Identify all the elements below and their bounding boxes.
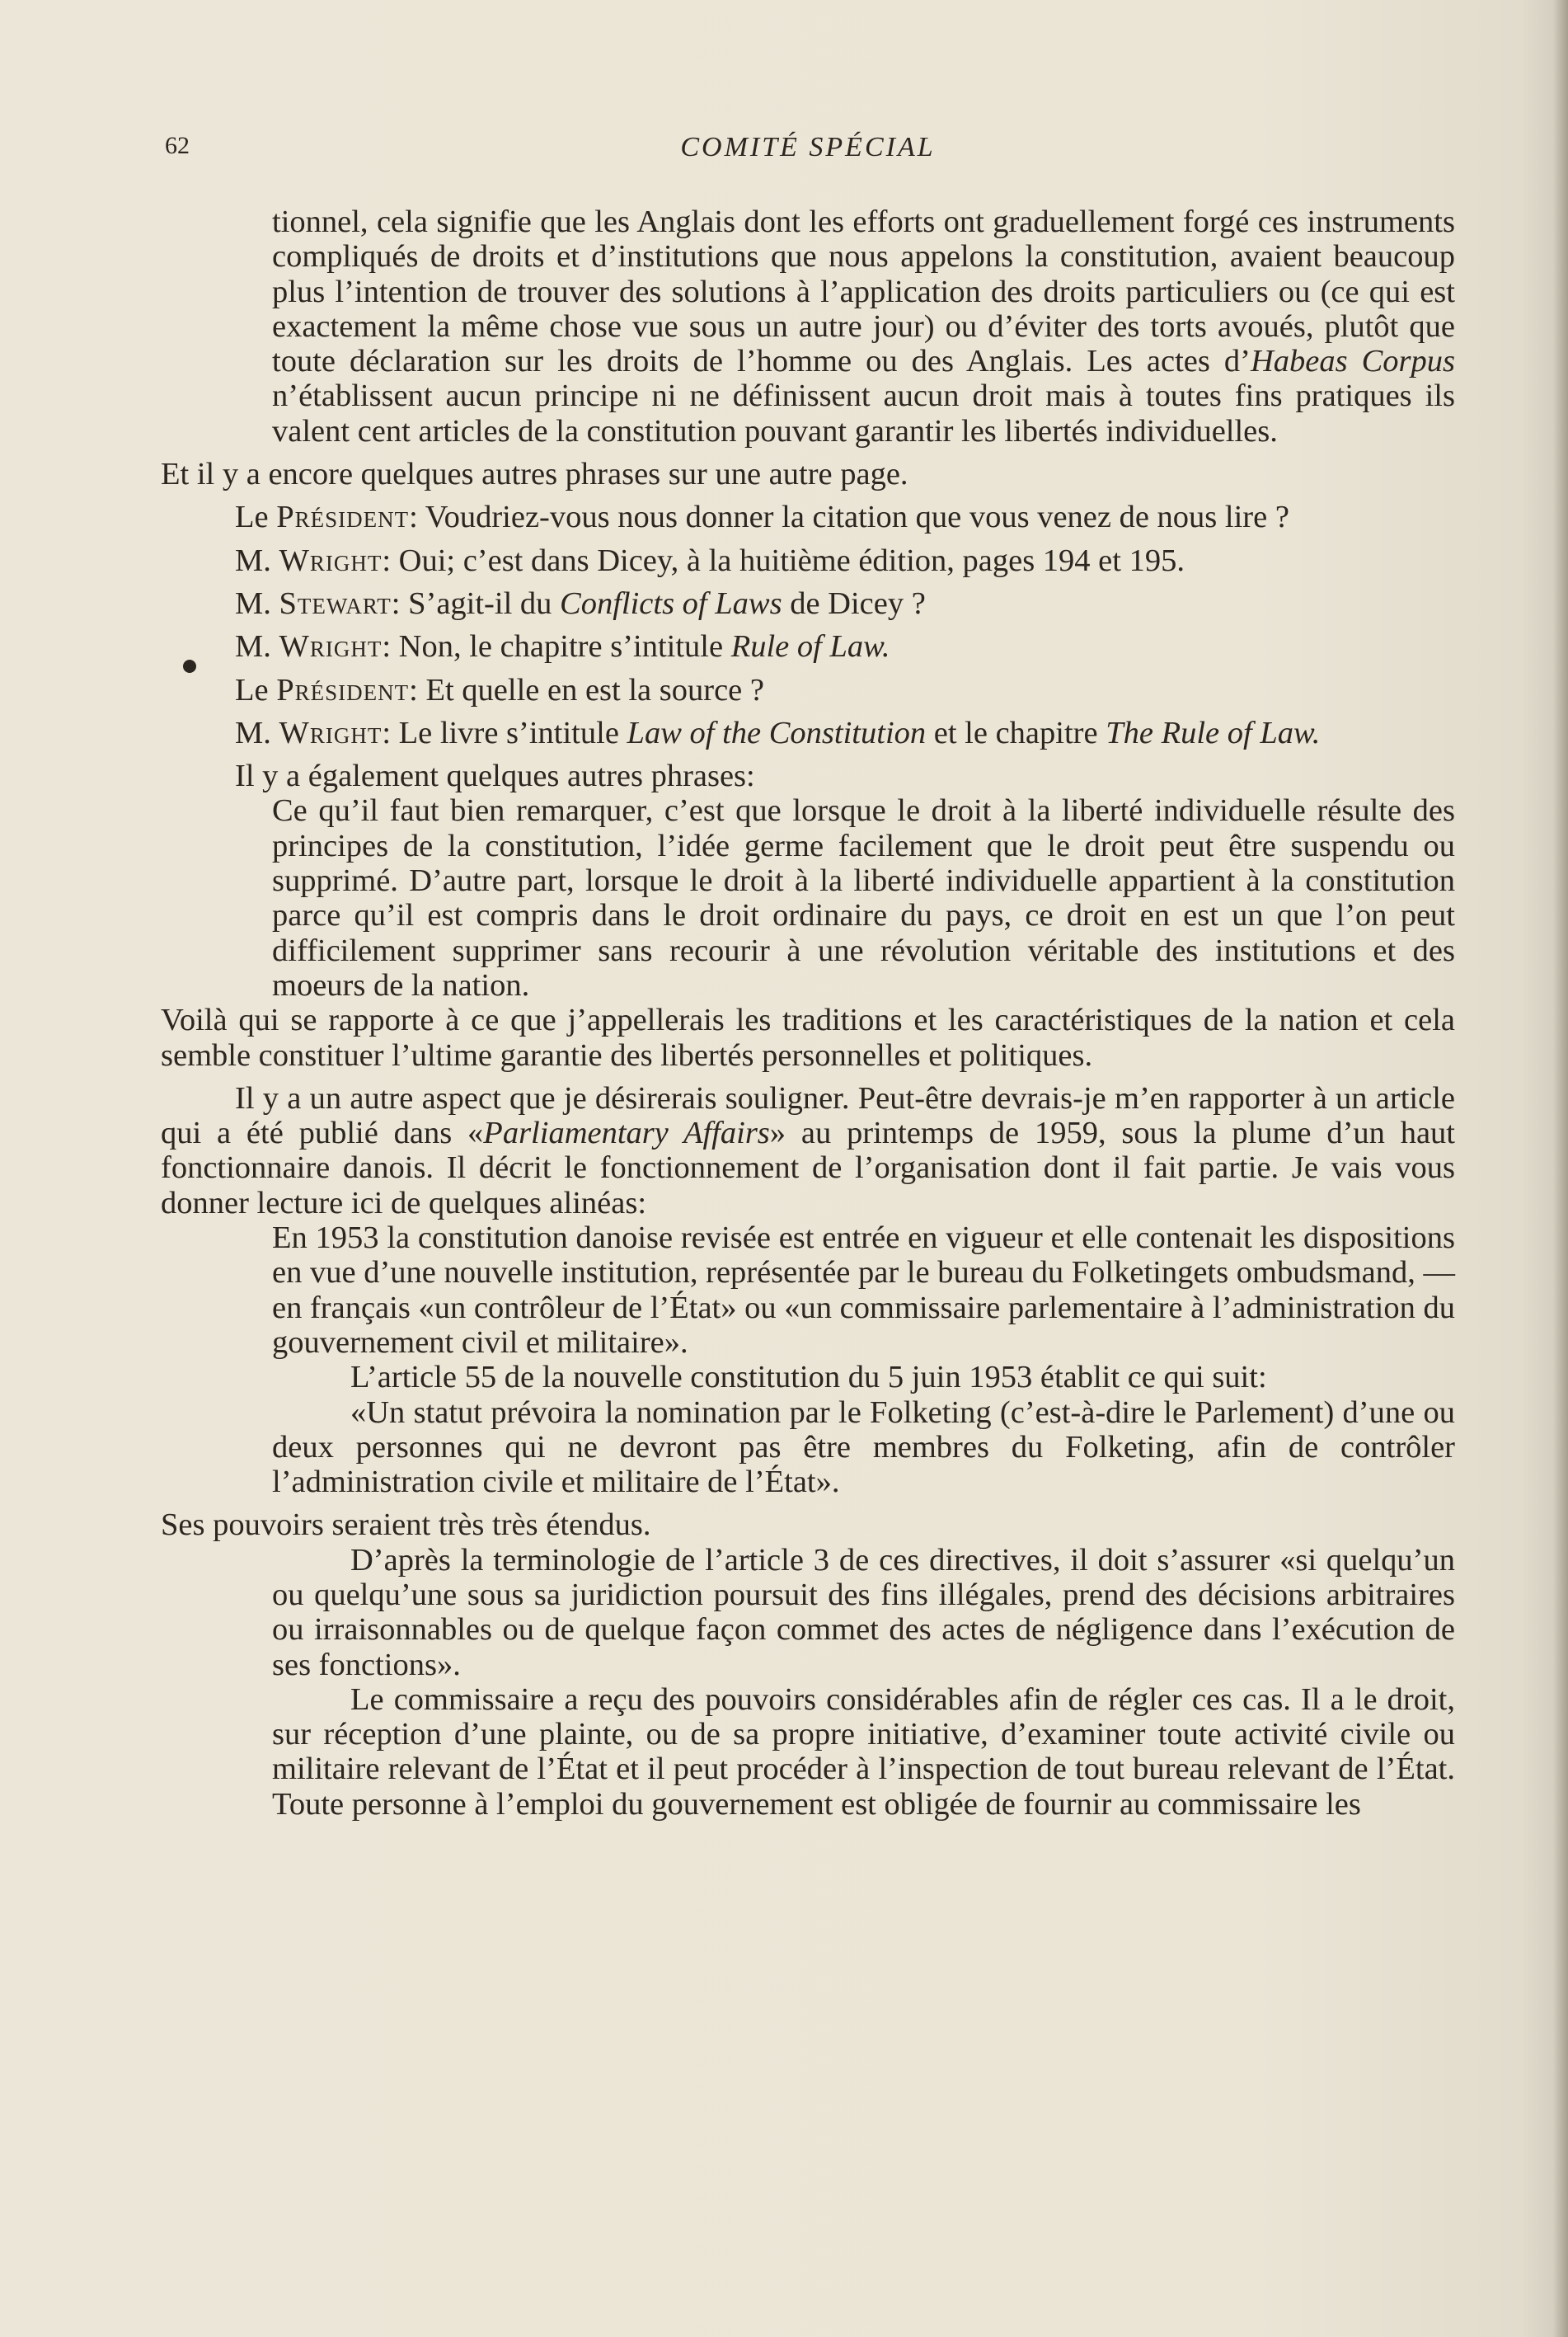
paragraph-powers: Ses pouvoirs seraient très très étendus. bbox=[161, 1507, 651, 1543]
quote-dicey-1: tionnel, cela signifie que les Anglais dont les efforts ont graduellement forgé ces instruments compliqués de droits et d’institutions que nous appelons la constitution, avaient beaucoup plus l’intention de trouver des solutions à l’application des droits particuliers ou (ce qui est exactement la même chose vue sous un autre jour) ou d’éviter des torts avoués, plutôt que toute déclaration sur les droits de l’homme ou des Anglais. Les actes d’Habeas Corpus n’établissent aucun principe ni ne définissent aucun droit mais à toutes fins pratiques ils valent cent articles de la constitution pouvant garantir les libertés individuelles. bbox=[272, 205, 1456, 449]
quote-dicey-2: Ce qu’il faut bien remarquer, c’est que lorsque le droit à la liberté individuelle résulte des principes de la constitution, l’idée germe facilement que le droit peut être suspendu ou supprimé. D’autre part, lorsque le droit à la liberté individuelle appartient à la constitution parce qu’il est compris dans le droit ordinaire du pays, ce droit en est un que l’on peut difficilement supprimer sans recourir à une révolution véritable des institutions et des moeurs de la nation. bbox=[272, 793, 1455, 1003]
paragraph-parliamentary-affairs: Il y a un autre aspect que je désirerais souligner. Peut-être devrais-je m’en rapporter à un article qui a été publié dans «Parliamentary Affairs» au printemps de 1959, sous la plume d’un haut fonctionnaire danois. Il décrit le fonctionnement de l’organisation dont il fait partie. Je vais vous donner lecture ici de quelques alinéas: bbox=[161, 1080, 1455, 1220]
dialogue-wright-1: M. Wright: Oui; c’est dans Dicey, à la huitième édition, pages 194 et 195. bbox=[235, 543, 1185, 578]
quote-article-3: D’après la terminologie de l’article 3 de ces directives, il doit s’assurer «si quelqu’un ou quelqu’une sous sa juridiction poursuit des fins illégales, prend des décisions arbitraires ou irraisonnables ou de quelque façon commet des actes de négligence dans l’exécution de ses fonctions». bbox=[272, 1542, 1455, 1682]
quote-statute: «Un statut prévoira la nomination par le Folketing (c’est-à-dire le Parlement) d’une ou deux personnes qui ne devront pas être membres du Folketing, afin de contrôler l’administration civile et militaire de l’État». bbox=[272, 1394, 1455, 1500]
running-title: COMITÉ SPÉCIAL bbox=[680, 132, 936, 162]
dialogue-wright-3: M. Wright: Le livre s’intitule Law of the Constitution et le chapitre The Rule of Law. bbox=[235, 715, 1321, 750]
paragraph-also-phrases: Il y a également quelques autres phrases: bbox=[235, 759, 755, 794]
paragraph-other-phrases: Et il y a encore quelques autres phrases sur une autre page. bbox=[161, 457, 908, 492]
quote-commissioner: Le commissaire a reçu des pouvoirs considérables afin de régler ces cas. Il a le droit, sur réception d’une plainte, ou de sa propre initiative, d’examiner toute activité civile ou militaire relevant de l’État et il peut procéder à l’inspection de tout bureau relevant de l’État. Toute personne à l’emploi du gouvernement est obligée de fournir au commissaire les bbox=[272, 1681, 1455, 1822]
dialogue-stewart: M. Stewart: S’agit-il du Conflicts of Laws de Dicey ? bbox=[235, 585, 926, 621]
dialogue-president-1: Le Président: Voudriez-vous nous donner la citation que vous venez de nous lire ? bbox=[235, 500, 1289, 535]
quote-danish-constitution: En 1953 la constitution danoise revisée est entrée en vigueur et elle contenait les dispositions en vue d’une nouvelle institution, représentée par le bureau du Folketingets ombudsmand, — en français «un contrôleur de l’État» ou «un commissaire parlementaire à l’administration du gouvernement civil et militaire». bbox=[272, 1220, 1455, 1360]
quote-article-55: L’article 55 de la nouvelle constitution du 5 juin 1953 établit ce qui suit: bbox=[350, 1360, 1267, 1395]
page-number: 62 bbox=[165, 132, 190, 159]
page-edge-shadow bbox=[1553, 0, 1568, 2337]
page-header bbox=[165, 132, 1451, 172]
paragraph-traditions: Voilà qui se rapporte à ce que j’appellerais les traditions et les caractéristiques de la nation et cela semble constituer l’ultime garantie des libertés personnelles et politiques. bbox=[161, 1003, 1455, 1073]
dialogue-president-2: Le Président: Et quelle en est la source ? bbox=[235, 672, 764, 708]
dialogue-wright-2: M. Wright: Non, le chapitre s’intitule Rule of Law. bbox=[235, 629, 890, 665]
body-text bbox=[161, 205, 1455, 1822]
